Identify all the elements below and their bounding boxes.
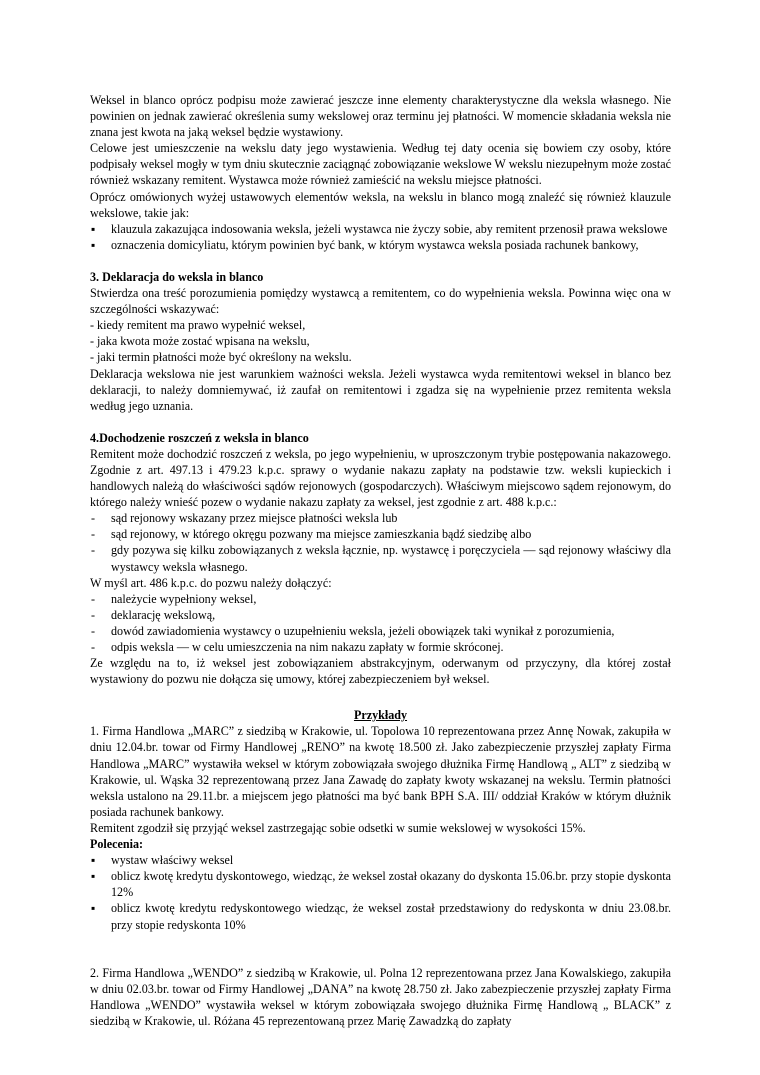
section-3-line-3: - jaki termin płatności może być określony na wekslu. (90, 350, 352, 365)
bullet-icon (91, 868, 105, 884)
tasks-label: Polecenia: (90, 837, 144, 852)
bullet-icon (91, 237, 105, 253)
intro-paragraph-1: Weksel in blanco oprócz podpisu może zawierać jeszcze inne elementy charakterystyczne dla weksla własnego. Nie powinien on jednak zawierać określenia sumy wekslowej oraz terminu jej płatności. W momencie składania weksla nie znana jest kwota na jaką weksel będzie wystawiony. (90, 93, 671, 140)
section-3-paragraph-2: Deklaracja wekslowa nie jest warunkiem ważności weksla. Jeżeli wystawca wyda remitentowi weksel in blanco bez deklaracji, to należy domniemywać, iż zaufał on remitentowi i zgadza się na wypełnienie przez remitenta weksla według jego uznania. (90, 366, 671, 413)
list-item: ▪ klauzula zakazująca indosowania weksla, jeżeli wystawca nie życzy sobie, aby remitent przenosił prawa wekslowe (90, 221, 671, 237)
intro-paragraph-2: Celowe jest umieszczenie na wekslu daty jego wystawienia. Według tej daty ocenia się bowiem czy osoby, które podpisały weksel mogły w tym dniu skutecznie zaciągnąć zobowiązanie wekslowe W wekslu niezupełnym może zostać również wskazany remitent. Wystawca może również zamieścić na wekslu miejsce płatności. (90, 141, 671, 188)
example-2-paragraph: 2. Firma Handlowa „WENDO” z siedzibą w Krakowie, ul. Polna 12 reprezentowana przez Jana Kowalskiego, zakupiła w dniu 02.03.br. towar od Firmy Handlowej „DANA” na kwotę 28.750 zł. Jako zabezpieczenie przyszłej zapłaty Firma Handlowa „WENDO” wystawiła weksel w którym zobowiązała swojego dłużnika Firmę Handlową „ BLACK” z siedzibą w Krakowie, ul. Różana 45 reprezentowaną przez Marię Zawadzką do zapłaty (90, 965, 671, 1028)
section-4-paragraph-2: W myśl art. 486 k.p.c. do pozwu należy dołączyć: (90, 575, 332, 590)
bullet-icon (91, 900, 105, 916)
dash-bullet-icon: - (91, 591, 96, 606)
section-3-heading: 3. Deklaracja do weksla in blanco (90, 269, 264, 284)
list-item: - gdy pozywa się kilku zobowiązanych z weksla łącznie, np. wystawcę i poręczyciela — sąd rejonowy właściwy dla wystawcy weksla własnego. (91, 543, 671, 574)
section-4-heading: 4.Dochodzenie roszczeń z weksla in blanco (90, 430, 309, 445)
list-item: ▪ oblicz kwotę kredytu dyskontowego, wiedząc, że weksel został okazany do dyskonta 15.06.br. przy stopie dyskonta 12% (90, 868, 671, 900)
dash-bullet-icon: - (91, 527, 96, 542)
dash-bullet-icon: - (91, 640, 96, 654)
section-4-paragraph-3: Ze względu na to, iż weksel jest zobowiązaniem abstrakcyjnym, oderwanym od przyczyny, dla której został wystawiony do pozwu nie dołącza się umowy, której zabezpieczeniem był weksel. (90, 656, 671, 687)
dash-bullet-icon: - (91, 607, 96, 622)
list-item: - dowód zawiadomienia wystawcy o uzupełnieniu weksla, jeżeli obowiązek taki wynikał z porozumienia, (91, 623, 615, 638)
example-1-paragraph: 1. Firma Handlowa „MARC” z siedzibą w Krakowie, ul. Topolowa 10 reprezentowana przez Annę Nowak, zakupiła w dniu 12.04.br. towar od Firmy Handlowej „RENO” na kwotę 18.500 zł. Jako zabezpieczenie przyszłej zapłaty Firma Handlowa „MARC” wystawiła weksel w którym zobowiązała swojego dłużnika Firmę Handlową „ ALT” z siedzibą w Krakowie, ul. Wąska 32 reprezentowaną przez Jana Zawadę do zapłaty kwoty wskazanej na wekslu. Termin płatności weksla ustalono na 29.11.br. a miejscem jego płatności ma być bank BPH S.A. III/ oddział Kraków w którym dłużnik posiada rachunek bankowy. (90, 724, 671, 819)
intro-paragraph-3: Oprócz omówionych wyżej ustawowych elementów weksla, na wekslu in blanco mogą znaleźć się również klauzule wekslowe, takie jak: (90, 189, 671, 220)
dash-bullet-icon: - (91, 623, 96, 638)
dash-bullet-icon: - (91, 511, 96, 526)
tasks-list (90, 852, 671, 932)
list-item: - należycie wypełniony weksel, (91, 591, 257, 606)
list-item: ▪ oznaczenia domicyliatu, którym powinien być bank, w którym wystawca weksla posiada rachunek bankowy, (90, 237, 671, 253)
section-3-line-1: - kiedy remitent ma prawo wypełnić weksel, (90, 318, 306, 333)
courts-list (90, 510, 671, 574)
attachments-list (90, 591, 671, 655)
list-item: - odpis weksla — w celu umieszczenia na nim nakazu zapłaty w formie skróconej. (91, 640, 504, 654)
list-item: ▪ wystaw właściwy weksel (90, 852, 671, 868)
bullet-icon (91, 221, 105, 237)
section-4-paragraph-1: Remitent może dochodzić roszczeń z weksla, po jego wypełnieniu, w uproszczonym trybie postępowania nakazowego. Zgodnie z art. 497.13 i 479.23 k.p.c. sprawy o wydanie nakazu zapłaty na podstawie tzw. weksli kupieckich i handlowych należą do właściwości sądów rejonowych (gospodarczych). Właściwym miejscowo sądem rejonowym, do którego należy wnieść pozew o wydanie nakazu zapłaty za weksel, jest zgodnie z art. 488 k.p.c.: (90, 446, 671, 510)
list-item: - deklarację wekslową, (91, 607, 216, 622)
examples-title: Przykłady (353, 708, 408, 723)
dash-bullet-icon: - (91, 543, 96, 558)
example-1-note: Remitent zgodził się przyjąć weksel zastrzegając sobie odsetki w sumie wekslowej w wysokości 15%. (90, 820, 586, 835)
list-item: - sąd rejonowy, w którego okręgu pozwany ma miejsce zamieszkania bądź siedzibę albo (91, 527, 532, 542)
section-3-paragraph-1: Stwierdza ona treść porozumienia pomiędzy wystawcą a remitentem, co do wypełnienia weksla. Powinna więc ona w szczególności wskazywać: (90, 286, 671, 317)
list-item: ▪ oblicz kwotę kredytu redyskontowego wiedząc, że weksel został przedstawiony do redyskonta w dniu 23.08.br. przy stopie redyskonta 10% (90, 900, 671, 932)
list-item: - sąd rejonowy wskazany przez miejsce płatności weksla lub (91, 511, 398, 526)
section-3-line-2: - jaka kwota może zostać wpisana na wekslu, (90, 334, 310, 349)
bullet-icon (91, 852, 105, 868)
document-page (90, 92, 671, 1029)
clauses-list (90, 221, 671, 253)
